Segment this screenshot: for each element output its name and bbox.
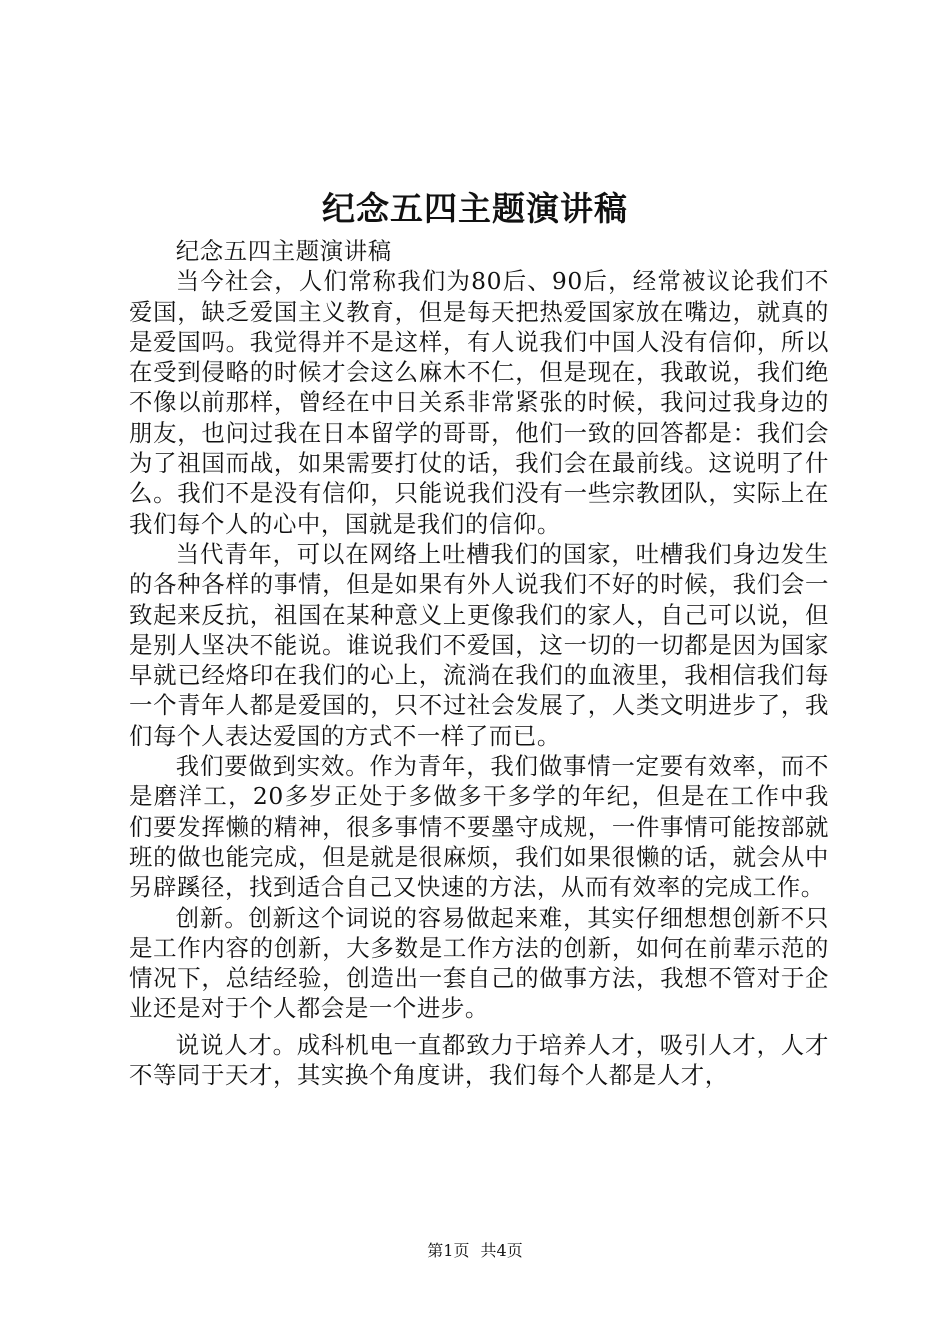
paragraph-1: 当今社会，人们常称我们为80后、90后，经常被议论我们不爱国，缺乏爱国主义教育，但是每天把热爱国家放在嘴边，就真的是爱国吗。我觉得并不是这样，有人说我们中国人没有信仰，所以在受到侵略的时候才会这么麻木不仁，但是现在，我敢说，我们绝不像以前那样，曾经在中日关系非常紧张的时候，我问过我身边的朋友，也问过我在日本留学的哥哥，他们一致的回答都是：我们会为了祖国而战，如果需要打仗的话，我们会在最前线。这说明了什么。我们不是没有信仰，只能说我们没有一些宗教团队，实际上在我们每个人的心中，国就是我们的信仰。 <box>129 267 829 538</box>
document-title: 纪念五四主题演讲稿 <box>322 189 628 228</box>
document-body <box>129 236 829 1090</box>
paragraph-3: 我们要做到实效。作为青年，我们做事情一定要有效率，而不是磨洋工，20多岁正处于多做多干多学的年纪，但是在工作中我们要发挥懒的精神，很多事情不要墨守成规，一件事情可能按部就班的做也能完成，但是就是很麻烦，我们如果很懒的话，就会从中另辟蹊径，找到适合自己又快速的方法，从而有效率的完成工作。 <box>129 752 829 902</box>
page-footer <box>0 1239 950 1263</box>
paragraph-4: 创新。创新这个词说的容易做起来难，其实仔细想想创新不只是工作内容的创新，大多数是工作方法的创新，如何在前辈示范的情况下，总结经验，创造出一套自己的做事方法，我想不管对于企业还是对于个人都会是一个进步。 <box>129 903 829 1023</box>
page-number: 第1页 <box>427 1241 470 1260</box>
paragraph-2: 当代青年，可以在网络上吐槽我们的国家，吐槽我们身边发生的各种各样的事情，但是如果有外人说我们不好的时候，我们会一致起来反抗，祖国在某种意义上更像我们的家人，自己可以说，但是别人坚决不能说。谁说我们不爱国，这一切的一切都是因为国家早就已经烙印在我们的心上，流淌在我们的血液里，我相信我们每一个青年人都是爱国的，只不过社会发展了，人类文明进步了，我们每个人表达爱国的方式不一样了而已。 <box>129 539 829 750</box>
subtitle-paragraph: 纪念五四主题演讲稿 <box>175 237 392 265</box>
page-total: 共4页 <box>480 1241 523 1260</box>
paragraph-5: 说说人才。成科机电一直都致力于培养人才，吸引人才，人才不等同于天才，其实换个角度讲，我们每个人都是人才， <box>129 1030 829 1090</box>
